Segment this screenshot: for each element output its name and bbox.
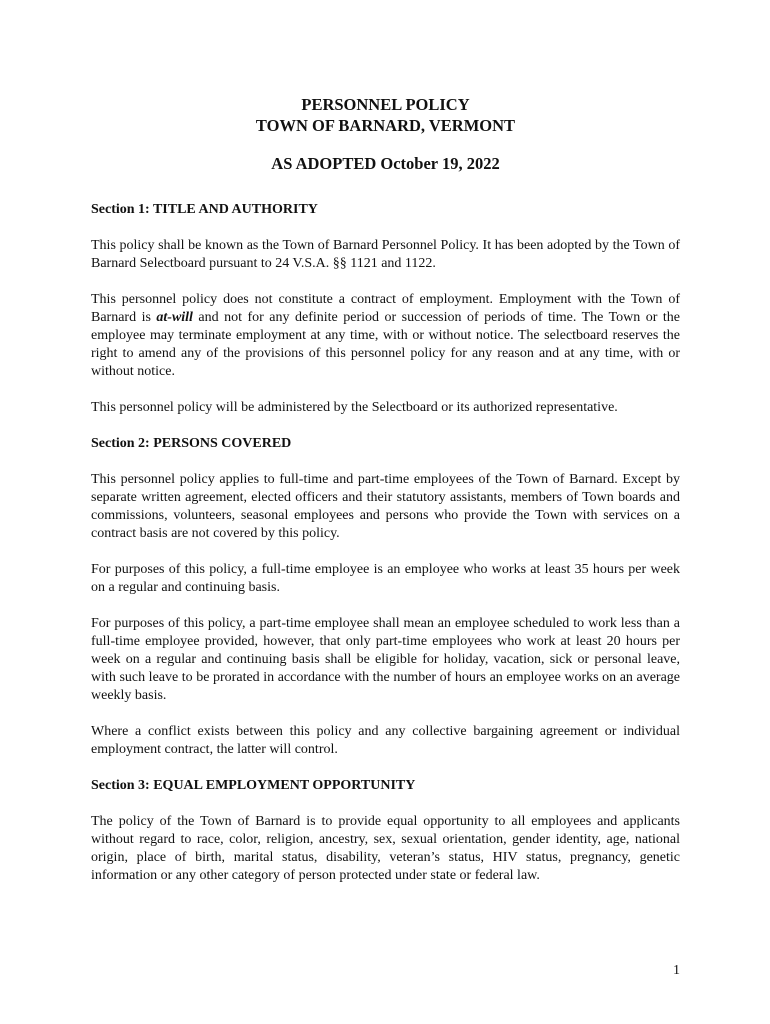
section-1-paragraph-2-start: This personnel policy does not constitute a contract of employment. Employment with the Town of Barnard is [91, 292, 680, 325]
section-3-heading: Section 3: EQUAL EMPLOYMENT OPPORTUNITY [91, 778, 416, 793]
section-2-paragraph-2: For purposes of this policy, a full-time employee is an employee who works at least 35 hours per week on a regular and continuing basis. [91, 562, 680, 595]
section-1-paragraph-2-end: and not for any definite period or succession of periods of time. The Town or the employee may terminate employment at any time, with or without notice. The selectboard reserves the right to amend any of the provisions of this personnel policy for any reason and at any time, with or without notice. [91, 310, 680, 379]
section-1-paragraph-1: This policy shall be known as the Town of Barnard Personnel Policy. It has been adopted by the Town of Barnard Selectboard pursuant to 24 V.S.A. §§ 1121 and 1122. [91, 238, 680, 271]
section-1-paragraph-3: This personnel policy will be administered by the Selectboard or its authorized representative. [91, 400, 618, 415]
document-title-line1: PERSONNEL POLICY [301, 95, 470, 114]
section-1-heading: Section 1: TITLE AND AUTHORITY [91, 202, 318, 217]
section-2-paragraph-4: Where a conflict exists between this policy and any collective bargaining agreement or individual employment contract, the latter will control. [91, 724, 680, 757]
section-2-paragraph-1: This personnel policy applies to full-time and part-time employees of the Town of Barnard. Except by separate written agreement, elected officers and their statutory assistants, members of Town boards and commissions, volunteers, seasonal employees and persons who provide the Town with services on a contract basis are not covered by this policy. [91, 472, 680, 541]
section-1-paragraph-2 [91, 291, 680, 381]
page-number: 1 [673, 963, 680, 978]
document-title-line2: TOWN OF BARNARD, VERMONT [255, 116, 516, 135]
adoption-date: AS ADOPTED October 19, 2022 [271, 154, 500, 173]
section-3-paragraph-1: The policy of the Town of Barnard is to provide equal opportunity to all employees and applicants without regard to race, color, religion, ancestry, sex, sexual orientation, gender identity, age, national origin, place of birth, marital status, disability, veteran’s status, HIV status, pregnancy, genetic information or any other category of person protected under state or federal law. [91, 814, 680, 883]
at-will-emphasis: at-will [156, 310, 193, 325]
section-2-paragraph-3: For purposes of this policy, a part-time employee shall mean an employee scheduled to work less than a full-time employee provided, however, that only part-time employees who work at least 20 hours per week on a regular and continuing basis shall be eligible for holiday, vacation, sick or personal leave, with such leave to be prorated in accordance with the number of hours an employee works on an average weekly basis. [91, 616, 680, 703]
section-2-heading: Section 2: PERSONS COVERED [91, 436, 292, 451]
document-body [91, 94, 680, 885]
